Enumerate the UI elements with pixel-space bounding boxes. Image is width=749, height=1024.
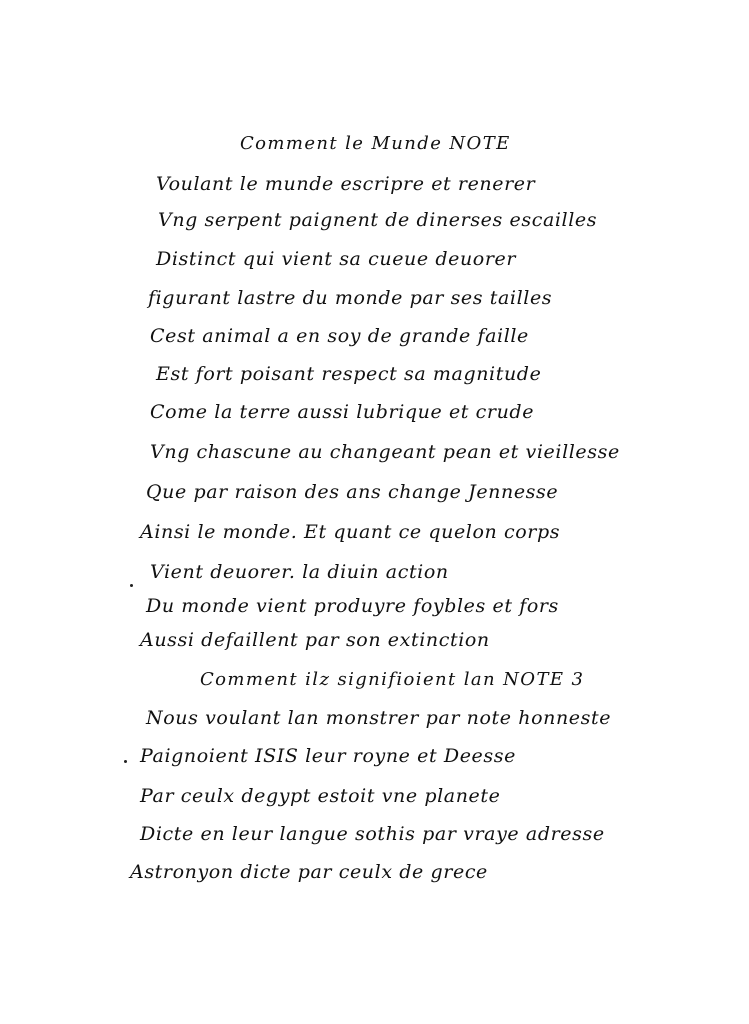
verse-line: Aussi defaillent par son extinction [140,629,490,651]
verse-line: Voulant le munde escripre et renerer [156,173,536,195]
section-heading: Comment le Munde NOTE [240,133,511,154]
verse-line: Come la terre aussi lubrique et crude [150,401,535,423]
verse-line: Cest animal a en soy de grande faille [150,325,529,347]
verse-line: Que par raison des ans change Jennesse [146,481,559,503]
verse-line: Astronyon dicte par ceulx de grece [130,861,488,883]
verse-line: Par ceulx degypt estoit vne planete [140,785,501,807]
verse-line: Du monde vient produyre foybles et fors [146,595,559,617]
verse-line: Est fort poisant respect sa magnitude [156,363,542,385]
ink-dot [130,584,133,587]
verse-line: figurant lastre du monde par ses tailles [148,287,553,309]
verse-line: Ainsi le monde. Et quant ce quelon corps [140,521,561,543]
verse-line: Vng serpent paignent de dinerses escailles [158,209,598,231]
verse-line: Vient deuorer. la diuin action [150,561,449,583]
verse-line: Vng chascune au changeant pean et vieillesse [150,441,620,463]
section-heading: Comment ilz signifioient lan NOTE 3 [200,669,585,690]
verse-line: Paignoient ISIS leur royne et Deesse [140,745,516,767]
ink-dot [124,760,127,763]
verse-line: Nous voulant lan monstrer par note honneste [146,707,612,729]
verse-line: Distinct qui vient sa cueue deuorer [156,248,517,270]
verse-line: Dicte en leur langue sothis par vraye adresse [140,823,605,845]
